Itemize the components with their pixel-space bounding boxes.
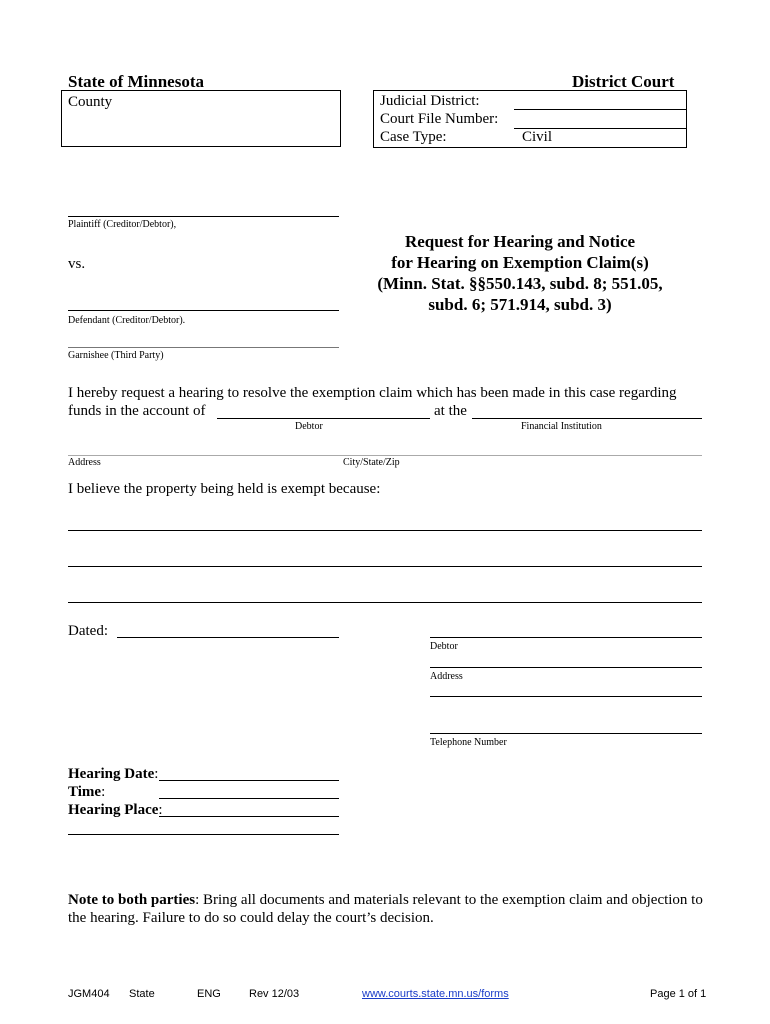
hearing-place-line-2[interactable]: [68, 834, 339, 835]
plaintiff-caption: Plaintiff (Creditor/Debtor),: [68, 219, 177, 230]
judicial-district-field[interactable]: [514, 109, 686, 110]
note-label: Note to both parties: [68, 892, 196, 908]
debtor-signature-caption: Debtor: [430, 641, 458, 652]
hearing-place-label: Hearing Place:: [68, 802, 163, 818]
court-file-label: Court File Number:: [380, 111, 499, 127]
hearing-date-label: Hearing Date:: [68, 766, 159, 782]
request-line-2-start: funds in the account of: [68, 403, 206, 419]
county-box[interactable]: [61, 90, 341, 147]
address-field[interactable]: [68, 455, 702, 456]
form-title: [360, 231, 680, 315]
footer-state: State: [129, 988, 155, 1000]
debtor-address-line-2[interactable]: [430, 696, 702, 697]
footer-lang: ENG: [197, 988, 221, 1000]
judicial-district-label: Judicial District:: [380, 93, 480, 109]
city-caption: City/State/Zip: [343, 457, 400, 468]
title-line-2: for Hearing on Exemption Claim(s): [391, 253, 649, 272]
hearing-place-field[interactable]: [159, 816, 339, 817]
title-line-1: Request for Hearing and Notice: [404, 232, 636, 251]
case-info-box: [373, 90, 687, 148]
request-line-2-mid: at the: [434, 403, 467, 419]
footer-form-id: JGM404: [68, 988, 110, 1000]
debtor-name-field[interactable]: [217, 418, 430, 419]
state-heading: State of Minnesota: [68, 72, 204, 91]
belief-text: I believe the property being held is exempt because:: [68, 481, 381, 497]
garnishee-caption: Garnishee (Third Party): [68, 350, 164, 361]
court-heading: District Court: [572, 72, 675, 91]
reason-line-1[interactable]: [68, 530, 702, 531]
dated-label: Dated:: [68, 623, 108, 639]
title-line-4: subd. 6; 571.914, subd. 3): [428, 295, 612, 314]
hearing-time-field[interactable]: [159, 798, 339, 799]
debtor-caption: Debtor: [295, 421, 323, 432]
dated-field[interactable]: [117, 637, 339, 638]
county-label: County: [68, 94, 113, 110]
garnishee-field[interactable]: [68, 347, 339, 348]
footer-rev: Rev 12/03: [249, 988, 300, 1000]
footer-page-number: Page 1 of 1: [650, 988, 707, 1000]
defendant-caption: Defendant (Creditor/Debtor).: [68, 315, 186, 326]
reason-line-2[interactable]: [68, 566, 702, 567]
note-paragraph: [68, 891, 718, 927]
financial-institution-field[interactable]: [472, 418, 702, 419]
telephone-caption: Telephone Number: [430, 737, 507, 748]
institution-caption: Financial Institution: [521, 421, 602, 432]
hearing-date-field[interactable]: [159, 780, 339, 781]
reason-line-3[interactable]: [68, 602, 702, 603]
footer-forms-link[interactable]: www.courts.state.mn.us/forms: [362, 988, 509, 1000]
debtor-address-field[interactable]: [430, 667, 702, 668]
case-type-label: Case Type:: [380, 129, 447, 145]
title-line-3: (Minn. Stat. §§550.143, subd. 8; 551.05,: [377, 274, 663, 293]
note-text-2: the hearing. Failure to do so could delay the court’s decision.: [68, 910, 434, 926]
debtor-signature-field[interactable]: [430, 637, 702, 638]
debtor-address-caption: Address: [430, 671, 463, 682]
telephone-field[interactable]: [430, 733, 702, 734]
defendant-field[interactable]: [68, 310, 339, 311]
note-text-1: : Bring all documents and materials relevant to the exemption claim and objection to: [195, 892, 703, 908]
address-caption: Address: [68, 457, 101, 468]
vs-label: vs.: [68, 256, 86, 272]
plaintiff-field[interactable]: [68, 216, 339, 217]
request-line-1: I hereby request a hearing to resolve the exemption claim which has been made in this case regarding: [68, 385, 677, 401]
case-type-value: Civil: [522, 129, 553, 145]
hearing-time-label: Time:: [68, 784, 106, 800]
